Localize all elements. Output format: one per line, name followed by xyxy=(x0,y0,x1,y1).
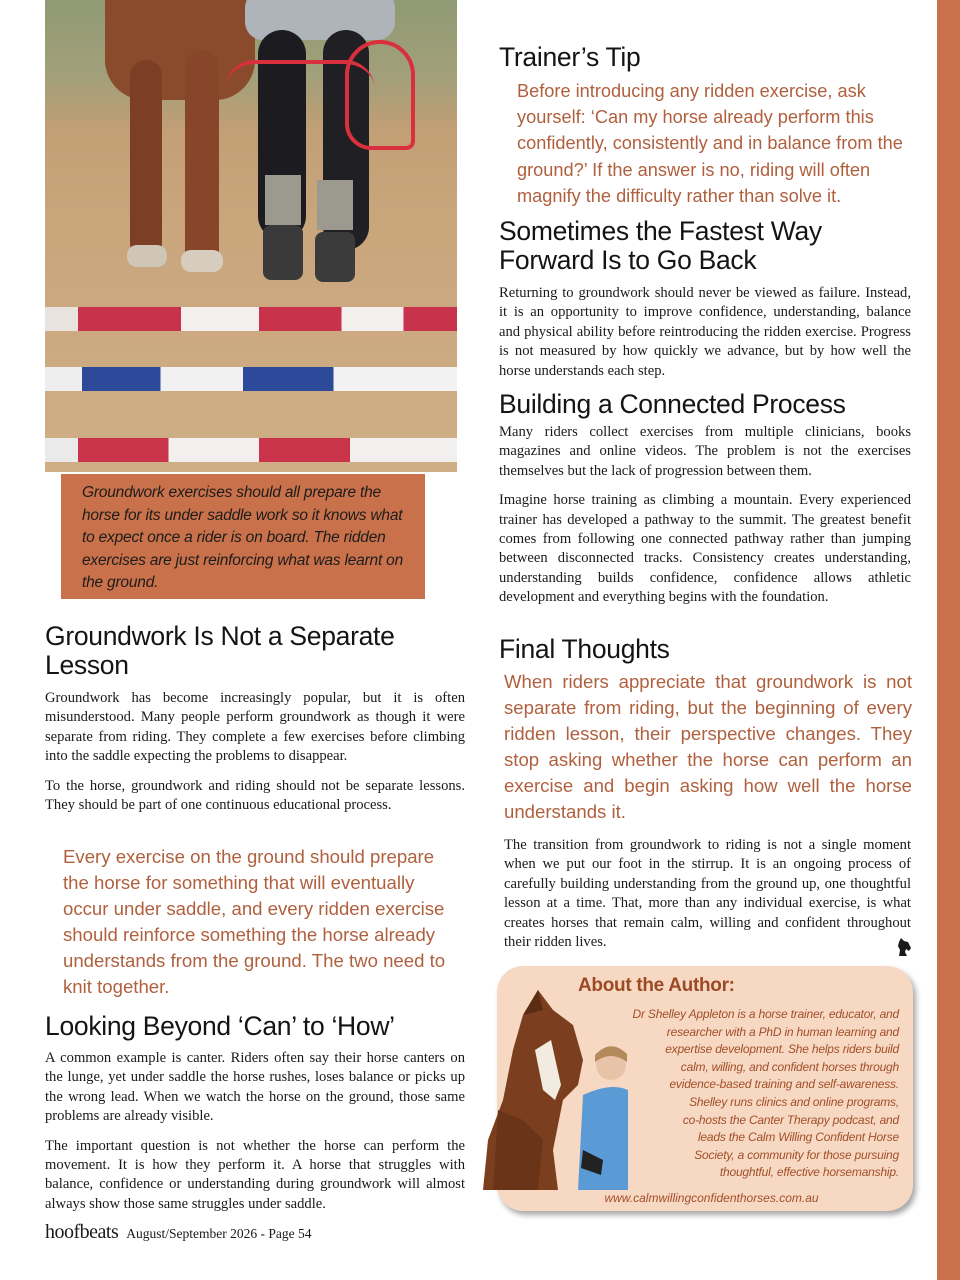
bio-line: co-hosts the Canter Therapy podcast, and xyxy=(682,1112,899,1127)
heading-connected-process: Building a Connected Process xyxy=(499,389,846,419)
about-author-bio xyxy=(576,1006,899,1182)
heading-final-thoughts: Final Thoughts xyxy=(499,634,670,664)
groundwork-photo xyxy=(45,0,457,472)
trainers-tip-text: Before introducing any ridden exercise, ask yourself: ‘Can my horse already perform this confidently, consistently and in balance from the ground?’ If the answer is no, riding will often magnify the difficulty rather than solve it. xyxy=(517,81,903,206)
photo-lead-rope xyxy=(225,60,375,90)
photo-handler-boot-left xyxy=(263,225,303,280)
photo-lead-rope-coil xyxy=(345,40,415,150)
bio-line: Shelley runs clinics and online programs, xyxy=(689,1094,899,1109)
bio-line: Dr Shelley Appleton is a horse trainer, educator, and xyxy=(632,1007,899,1021)
pull-quote-final-thoughts: When riders appreciate that groundwork is not separate from riding, but the beginning of every ridden lesson, their perspective changes. They stop asking whether the horse can perform an exercise and begin asking how well the horse understands it. xyxy=(504,671,912,822)
heading-line-1: Groundwork Is Not a Separate xyxy=(45,621,395,651)
body-paragraph: Many riders collect exercises from multiple clinicians, books magazines and online videos. The problem is not the exercises themselves but the lack of progression between them. xyxy=(499,424,911,479)
photo-handler-boot-right xyxy=(315,232,355,282)
heading-looking-beyond: Looking Beyond ‘Can’ to ‘How’ xyxy=(45,1011,395,1041)
photo-caption: Groundwork exercises should all prepare the horse for its under saddle work so it knows what to expect once a rider is on board. The ridden exercises are just reinforcing what was learnt on the ground. xyxy=(82,484,404,591)
bio-line: leads the Calm Willing Confident Horse xyxy=(697,1130,899,1145)
photo-horse-leg-left xyxy=(130,60,162,260)
photo-ground-pole-blue xyxy=(45,367,457,391)
heading-line-2: Lesson xyxy=(45,650,129,680)
section-final-thoughts-body xyxy=(504,836,911,952)
about-author-title: About the Author: xyxy=(578,975,735,996)
heading-trainers-tip: Trainer’s Tip xyxy=(499,42,641,72)
magazine-brand: hoofbeats xyxy=(45,1221,119,1243)
photo-handler-sock-left xyxy=(265,175,301,225)
body-paragraph: Imagine horse training as climbing a mountain. Every experienced trainer has developed a pathway to the summit. The greatest benefit comes from following one connected pathway rather than jumping between disconnected tracks. Consistency creates understanding, understanding builds confidence, confidence allows athletic development and everything begins with the foundation. xyxy=(499,492,911,606)
photo-handler-sock-right xyxy=(317,180,353,230)
heading-line-2: Forward Is to Go Back xyxy=(499,245,757,275)
heading-fastest-way-forward xyxy=(499,217,822,275)
photo-horse-hoof-right xyxy=(181,250,223,272)
issue-page-number: August/September 2026 - Page 54 xyxy=(126,1226,312,1241)
body-paragraph: The transition from groundwork to riding is not a single moment when we put our foot in the stirrup. It is an ongoing process of carefully building understanding from the ground up, one thoughtful lesson at a time. That, more than any individual exercise, is what creates horses that remain calm, willing and confident throughout their ridden lives. xyxy=(504,837,911,951)
bio-line: thoughtful, effective horsemanship. xyxy=(719,1165,899,1180)
body-paragraph: The important question is not whether the horse can perform the movement. It is how they perform it. A horse that struggles with balance, confidence or understanding during groundwork will almost always show those same struggles under saddle. xyxy=(45,1137,465,1212)
horse-head-end-mark-icon xyxy=(895,937,913,957)
photo-ground-pole-red-2 xyxy=(45,438,457,462)
bio-line: evidence-based training and self-awareness. xyxy=(669,1077,899,1092)
photo-horse-hoof-left xyxy=(127,245,167,267)
author-website-link[interactable]: www.calmwillingconfidenthorses.com.au xyxy=(604,1191,819,1205)
bio-line: calm, willing, and confident horses through xyxy=(680,1059,899,1074)
bio-line: researcher with a PhD in human learning and xyxy=(666,1024,899,1039)
section-looking-beyond-body xyxy=(45,1049,465,1214)
heading-line-1: Sometimes the Fastest Way xyxy=(499,216,822,246)
pull-quote-every-exercise: Every exercise on the ground should prepare the horse for something that will eventually occur under saddle, and every ridden exercise should reinforce something the horse already understands from the ground. The two need to knit together. xyxy=(63,846,446,997)
body-paragraph: Returning to groundwork should never be viewed as failure. Instead, it is an opportunity to improve confidence, understanding, balance and physical ability before reintroducing the ridden exercise. Progress is not measured by how quickly we advance, but by how well the horse understands each step. xyxy=(499,285,911,379)
section-groundwork-body xyxy=(45,689,465,815)
section-connected-process-body xyxy=(499,423,911,608)
heading-groundwork-not-separate xyxy=(45,622,395,680)
body-paragraph: To the horse, groundwork and riding should not be separate lessons. They should be part of one continuous educational process. xyxy=(45,777,465,814)
section-fastest-way-body xyxy=(499,284,911,381)
page-footer xyxy=(45,1221,312,1244)
photo-horse-leg-right xyxy=(185,50,219,270)
bio-line: expertise development. She helps riders build xyxy=(665,1042,899,1057)
body-paragraph: Groundwork has become increasingly popular, but it is often misunderstood. Many people perform groundwork as though it were separate from riding. They complete a few exercises before climbing into the saddle expecting the problems to disappear. xyxy=(45,690,465,765)
photo-ground-pole-red xyxy=(45,307,457,331)
photo-caption-box xyxy=(61,474,425,599)
body-paragraph: A common example is canter. Riders often say their horse canters on the lunge, yet under saddle the horse rushes, loses balance or picks up the wrong lead. When we watch the horse on the ground, those same problems are already visible. xyxy=(45,1050,465,1125)
bio-line: Society, a community for those pursuing xyxy=(694,1147,899,1162)
page-edge-color-bar xyxy=(937,0,960,1280)
